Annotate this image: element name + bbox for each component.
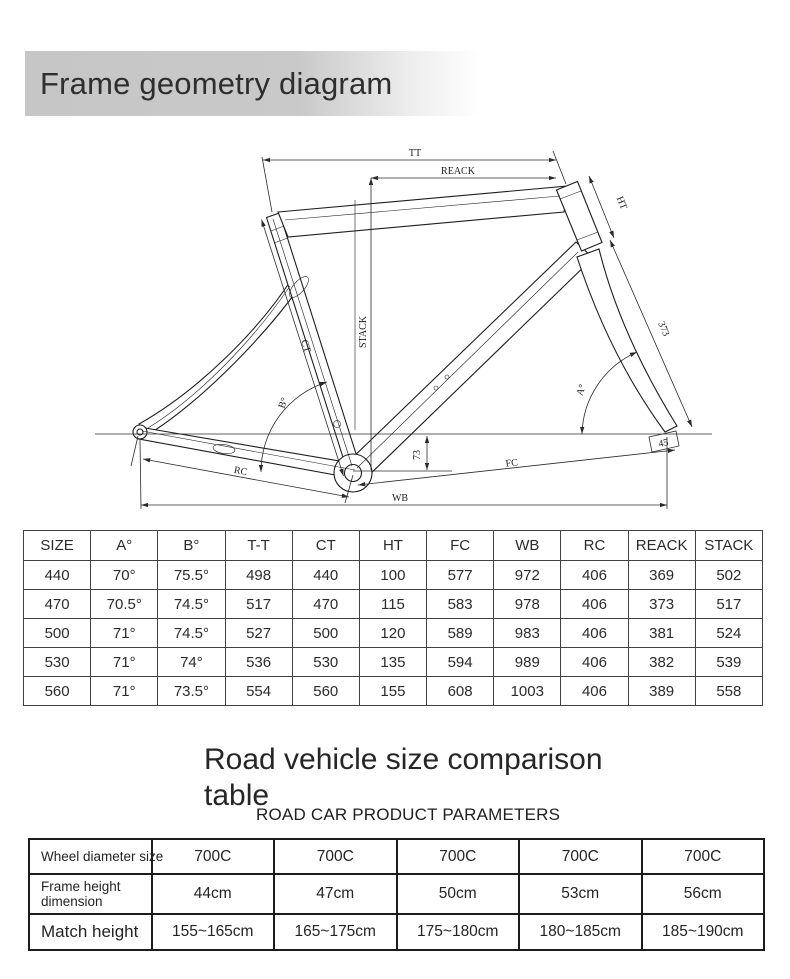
geometry-cell: 73.5° <box>158 677 225 706</box>
label-ct: CT <box>298 338 313 355</box>
comparison-cell: 185~190cm <box>642 914 765 950</box>
geometry-cell: 74° <box>158 648 225 677</box>
comparison-cell: 53cm <box>519 874 642 914</box>
geometry-header: STACK <box>695 531 762 561</box>
geometry-row <box>24 677 763 706</box>
geometry-header: SIZE <box>24 531 91 561</box>
geometry-header: RC <box>561 531 628 561</box>
label-stack: STACK <box>358 316 369 348</box>
geometry-cell: 972 <box>494 561 561 590</box>
geometry-cell: 558 <box>695 677 762 706</box>
geometry-header: T-T <box>225 531 292 561</box>
comparison-table <box>28 838 765 951</box>
geometry-cell: 71° <box>91 677 158 706</box>
label-bb-drop: 73 <box>412 450 423 460</box>
label-seat-angle: B° <box>276 396 291 411</box>
geometry-cell: 530 <box>292 648 359 677</box>
geometry-cell: 989 <box>494 648 561 677</box>
geometry-cell: 539 <box>695 648 762 677</box>
label-fork-rake: 45 <box>657 437 670 450</box>
title-bar <box>25 51 481 116</box>
label-reack: REACK <box>441 166 475 177</box>
comparison-cell: 700C <box>519 839 642 874</box>
geometry-cell: 406 <box>561 677 628 706</box>
geometry-cell: 75.5° <box>158 561 225 590</box>
geometry-cell: 536 <box>225 648 292 677</box>
geometry-header: B° <box>158 531 225 561</box>
geometry-cell: 502 <box>695 561 762 590</box>
geometry-cell: 470 <box>24 590 91 619</box>
comparison-heading: Road vehicle size comparison table <box>204 743 603 812</box>
geometry-cell: 406 <box>561 590 628 619</box>
geometry-header: A° <box>91 531 158 561</box>
geometry-cell: 517 <box>225 590 292 619</box>
comparison-row-label: Match height <box>29 914 152 950</box>
geometry-cell: 470 <box>292 590 359 619</box>
geometry-cell: 373 <box>628 590 695 619</box>
geometry-cell: 577 <box>427 561 494 590</box>
comparison-cell: 56cm <box>642 874 765 914</box>
geometry-cell: 70° <box>91 561 158 590</box>
comparison-row-label: Frame height dimension <box>29 874 152 914</box>
geometry-cell: 594 <box>427 648 494 677</box>
label-head-angle: A° <box>574 382 589 398</box>
comparison-row <box>29 914 764 950</box>
label-fc: FC <box>505 457 519 470</box>
geometry-cell: 389 <box>628 677 695 706</box>
comparison-cell: 700C <box>152 839 275 874</box>
geometry-cell: 120 <box>359 619 426 648</box>
geometry-cell: 100 <box>359 561 426 590</box>
page-title: Frame geometry diagram <box>40 65 393 101</box>
geometry-cell: 74.5° <box>158 590 225 619</box>
geometry-cell: 500 <box>24 619 91 648</box>
geometry-cell: 74.5° <box>158 619 225 648</box>
comparison-cell: 44cm <box>152 874 275 914</box>
label-ht: HT <box>613 194 629 212</box>
geometry-cell: 1003 <box>494 677 561 706</box>
geometry-row <box>24 648 763 677</box>
geometry-cell: 554 <box>225 677 292 706</box>
geometry-cell: 517 <box>695 590 762 619</box>
geometry-cell: 369 <box>628 561 695 590</box>
geometry-row <box>24 561 763 590</box>
geometry-header: WB <box>494 531 561 561</box>
comparison-row <box>29 839 764 874</box>
geometry-cell: 70.5° <box>91 590 158 619</box>
comparison-table-wrap <box>28 838 765 951</box>
geometry-cell: 527 <box>225 619 292 648</box>
geometry-cell: 115 <box>359 590 426 619</box>
geometry-cell: 530 <box>24 648 91 677</box>
geometry-cell: 560 <box>24 677 91 706</box>
geometry-cell: 440 <box>24 561 91 590</box>
label-wb: WB <box>391 493 409 504</box>
geometry-header-row <box>24 531 763 561</box>
label-fork-length: 373 <box>655 319 672 339</box>
geometry-cell: 71° <box>91 648 158 677</box>
geometry-cell: 382 <box>628 648 695 677</box>
geometry-table <box>23 530 763 706</box>
comparison-cell: 700C <box>397 839 520 874</box>
geometry-header: HT <box>359 531 426 561</box>
geometry-cell: 406 <box>561 619 628 648</box>
geometry-cell: 71° <box>91 619 158 648</box>
geometry-cell: 135 <box>359 648 426 677</box>
geometry-cell: 560 <box>292 677 359 706</box>
comparison-subheading: ROAD CAR PRODUCT PARAMETERS <box>256 805 561 824</box>
label-tt: TT <box>408 148 422 159</box>
comparison-cell: 700C <box>274 839 397 874</box>
geometry-cell: 524 <box>695 619 762 648</box>
geometry-cell: 978 <box>494 590 561 619</box>
geometry-header: REACK <box>628 531 695 561</box>
geometry-cell: 608 <box>427 677 494 706</box>
geometry-cell: 589 <box>427 619 494 648</box>
geometry-cell: 500 <box>292 619 359 648</box>
comparison-cell: 700C <box>642 839 765 874</box>
comparison-row-label: Wheel diameter size <box>29 839 152 874</box>
comparison-cell: 165~175cm <box>274 914 397 950</box>
geometry-cell: 406 <box>561 648 628 677</box>
geometry-cell: 440 <box>292 561 359 590</box>
frame-geometry-drawing <box>0 128 790 528</box>
frame-details <box>142 191 598 470</box>
geometry-cell: 498 <box>225 561 292 590</box>
comparison-cell: 47cm <box>274 874 397 914</box>
label-rc: RC <box>232 464 249 479</box>
geometry-cell: 155 <box>359 677 426 706</box>
geometry-cell: 583 <box>427 590 494 619</box>
comparison-row <box>29 874 764 914</box>
geometry-cell: 406 <box>561 561 628 590</box>
geometry-header: CT <box>292 531 359 561</box>
geometry-table-wrap <box>23 530 763 706</box>
comparison-cell: 175~180cm <box>397 914 520 950</box>
comparison-cell: 180~185cm <box>519 914 642 950</box>
comparison-cell: 155~165cm <box>152 914 275 950</box>
geometry-cell: 983 <box>494 619 561 648</box>
geometry-cell: 381 <box>628 619 695 648</box>
geometry-row <box>24 619 763 648</box>
geometry-header: FC <box>427 531 494 561</box>
comparison-cell: 50cm <box>397 874 520 914</box>
geometry-row <box>24 590 763 619</box>
